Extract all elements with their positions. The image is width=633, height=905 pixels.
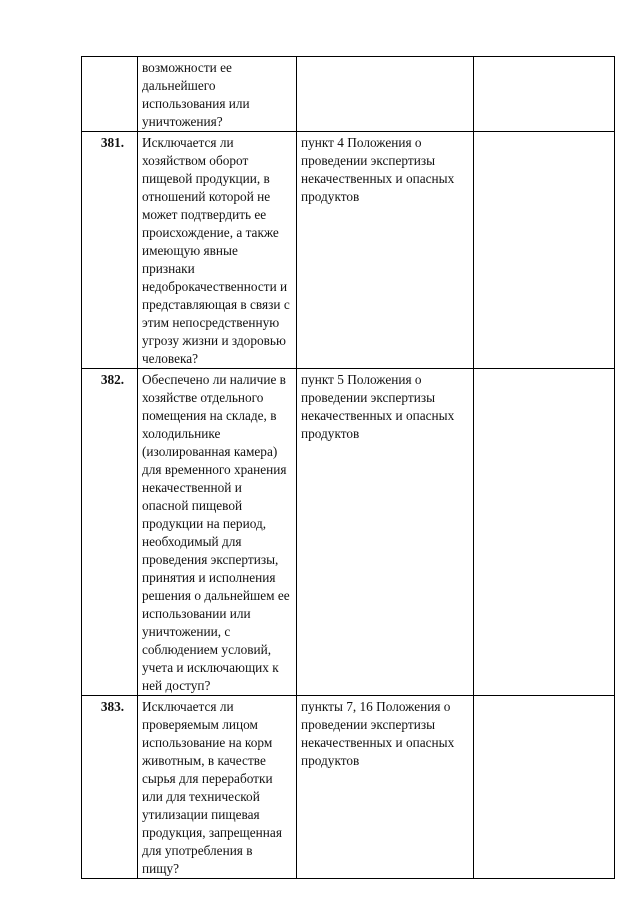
reference-line: продуктов — [301, 426, 360, 441]
question-line: недоброкачественности и — [142, 279, 288, 294]
note-cell — [474, 696, 615, 879]
question-line: Исключается ли — [142, 699, 234, 714]
question-line: имеющую явные — [142, 243, 238, 258]
question-cell — [138, 369, 297, 696]
question-line: необходимый для — [142, 534, 242, 549]
question-line: использования или — [142, 96, 250, 111]
row-number — [82, 57, 138, 132]
reference-cell — [297, 369, 474, 696]
question-line: для употребления в — [142, 843, 253, 858]
question-line: уничтожении, с — [142, 624, 231, 639]
table-row — [82, 57, 615, 132]
question-line: холодильнике — [142, 426, 221, 441]
question-line: происхождение, а также — [142, 225, 279, 240]
question-line: дальнейшего — [142, 78, 216, 93]
question-line: использование на корм — [142, 735, 273, 750]
note-cell — [474, 57, 615, 132]
question-line: использовании или — [142, 606, 251, 621]
question-line: хозяйстве отдельного — [142, 390, 264, 405]
row-number: 383. — [82, 696, 138, 879]
reference-line: некачественных и опасных — [301, 408, 455, 423]
note-cell — [474, 132, 615, 369]
question-line: признаки — [142, 261, 195, 276]
question-line: может подтвердить ее — [142, 207, 267, 222]
question-line: (изолированная камера) — [142, 444, 278, 459]
reference-line: проведении экспертизы — [301, 717, 436, 732]
question-line: уничтожения? — [142, 114, 223, 129]
reference-line: пункт 5 Положения о — [301, 372, 422, 387]
reference-line: пункт 4 Положения о — [301, 135, 422, 150]
question-line: Исключается ли — [142, 135, 234, 150]
question-line: сырья для переработки — [142, 771, 273, 786]
question-line: принятия и исполнения — [142, 570, 276, 585]
question-line: Обеспечено ли наличие в — [142, 372, 286, 387]
question-line: некачественной и — [142, 480, 242, 495]
reference-line: некачественных и опасных — [301, 171, 455, 186]
reference-cell — [297, 132, 474, 369]
question-cell — [138, 696, 297, 879]
question-line: ней доступ? — [142, 678, 211, 693]
question-line: пищевой продукции, в — [142, 171, 270, 186]
reference-cell — [297, 696, 474, 879]
question-line: этим непосредственную — [142, 315, 280, 330]
table-row — [82, 132, 615, 369]
question-line: помещения на складе, в — [142, 408, 277, 423]
question-line: животным, в качестве — [142, 753, 266, 768]
note-cell — [474, 369, 615, 696]
reference-line: пункты 7, 16 Положения о — [301, 699, 451, 714]
question-line: утилизации пищевая — [142, 807, 260, 822]
question-line: опасной пищевой — [142, 498, 243, 513]
question-line: учета и исключающих к — [142, 660, 279, 675]
question-cell — [138, 57, 297, 132]
question-line: возможности ее — [142, 60, 232, 75]
question-line: проведения экспертизы, — [142, 552, 279, 567]
reference-line: продуктов — [301, 189, 360, 204]
checklist-table — [81, 56, 615, 879]
reference-line: продуктов — [301, 753, 360, 768]
table-row — [82, 696, 615, 879]
reference-line: проведении экспертизы — [301, 153, 436, 168]
question-line: угрозу жизни и здоровью — [142, 333, 286, 348]
question-line: или для технической — [142, 789, 260, 804]
question-line: проверяемым лицом — [142, 717, 258, 732]
question-line: решения о дальнейшем ее — [142, 588, 290, 603]
reference-line: проведении экспертизы — [301, 390, 436, 405]
question-line: для временного хранения — [142, 462, 287, 477]
row-number: 382. — [82, 369, 138, 696]
row-number: 381. — [82, 132, 138, 369]
table-row — [82, 369, 615, 696]
question-line: продукции на период, — [142, 516, 267, 531]
question-cell — [138, 132, 297, 369]
question-line: представляющая в связи с — [142, 297, 290, 312]
question-line: отношений которой не — [142, 189, 271, 204]
question-line: пищу? — [142, 861, 180, 876]
reference-line: некачественных и опасных — [301, 735, 455, 750]
question-line: продукция, запрещенная — [142, 825, 282, 840]
checklist-rows — [82, 57, 615, 879]
question-line: хозяйством оборот — [142, 153, 249, 168]
question-line: человека? — [142, 351, 199, 366]
question-line: соблюдением условий, — [142, 642, 272, 657]
reference-cell — [297, 57, 474, 132]
